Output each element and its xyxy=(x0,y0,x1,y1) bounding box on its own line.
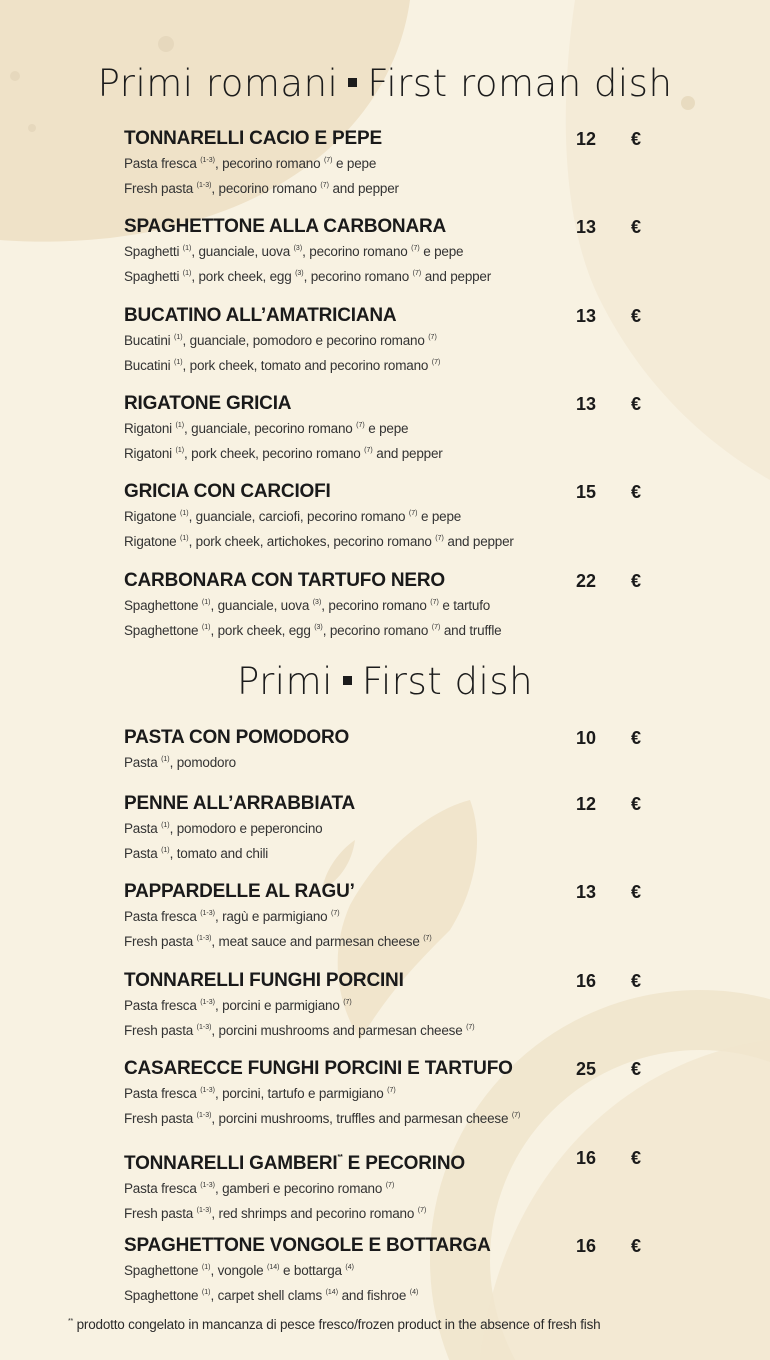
allergen-reference: (1-3) xyxy=(196,182,212,189)
description-text: and fishroe xyxy=(338,1288,410,1303)
menu-item xyxy=(124,393,654,465)
dish-description-it xyxy=(124,992,654,1017)
dish-price: 22 xyxy=(575,571,596,591)
description-text: e pepe xyxy=(332,156,377,171)
menu-item xyxy=(124,481,654,553)
dish-name: GRICIA CON CARCIOFI xyxy=(124,481,331,502)
description-text: , pork cheek, egg xyxy=(191,269,296,284)
description-text: , tomato and chili xyxy=(169,846,269,861)
dish-description-en xyxy=(124,528,654,553)
currency-symbol: € xyxy=(630,306,641,326)
description-text: , gamberi e pecorino romano xyxy=(214,1181,386,1196)
allergen-reference: (1) xyxy=(201,624,211,631)
allergen-reference: (1) xyxy=(180,510,189,517)
allergen-reference: (3) xyxy=(295,270,304,277)
description-text: , pecorino romano xyxy=(214,156,324,171)
description-text: , pork cheek, egg xyxy=(210,623,315,638)
description-text: , pecorino romano xyxy=(322,623,432,638)
description-text: , meat sauce and parmesan cheese xyxy=(211,934,424,949)
dish-description-it xyxy=(124,503,654,528)
description-text: , pomodoro e peperoncino xyxy=(169,821,323,836)
description-text: Spaghetti xyxy=(124,269,183,284)
description-text: , pecorino romano xyxy=(211,181,321,196)
description-text: , pecorino romano xyxy=(302,244,412,259)
dish-description-en xyxy=(124,263,654,288)
currency-symbol: € xyxy=(630,482,641,502)
description-text: Fresh pasta xyxy=(124,1023,197,1038)
allergen-reference: (7) xyxy=(343,999,352,1006)
footnote-mark: ** xyxy=(68,1318,74,1325)
dish-price: 10 xyxy=(575,728,596,748)
menu-item xyxy=(124,216,654,288)
allergen-reference: (1) xyxy=(173,334,183,341)
currency-symbol: € xyxy=(630,129,641,149)
description-text: Pasta fresca xyxy=(124,156,201,171)
menu-item xyxy=(124,727,654,774)
menu-item xyxy=(124,970,654,1042)
description-text: Pasta fresca xyxy=(124,1086,201,1101)
dish-price: 13 xyxy=(575,394,596,414)
description-text: Rigatoni xyxy=(124,421,176,436)
dish-description-it xyxy=(124,815,654,840)
dish-description-it xyxy=(124,592,654,617)
allergen-reference: (1-3) xyxy=(196,1207,212,1214)
dish-description-it xyxy=(124,1257,654,1282)
footnote-text: prodotto congelato in mancanza di pesce fresco/frozen product in the absence of fresh fish xyxy=(73,1317,601,1332)
currency-symbol: € xyxy=(630,971,641,991)
description-text: , pecorino romano xyxy=(303,269,413,284)
allergen-reference: (7) xyxy=(431,624,441,631)
description-text: , pomodoro xyxy=(169,755,236,770)
menu-item xyxy=(124,793,654,865)
description-text: , ragù e parmigiano xyxy=(214,909,332,924)
currency-symbol: € xyxy=(630,217,641,237)
dish-description-it xyxy=(124,415,654,440)
description-text: e tartufo xyxy=(438,598,491,613)
description-text: Pasta fresca xyxy=(124,909,201,924)
allergen-reference: (1) xyxy=(201,1264,211,1271)
dish-price: 15 xyxy=(575,482,596,502)
dish-price: 16 xyxy=(575,1236,596,1256)
dish-description-it xyxy=(124,749,654,774)
allergen-reference: (7) xyxy=(417,1207,427,1214)
section-title-left: Primi xyxy=(236,660,333,703)
allergen-reference: (7) xyxy=(431,359,441,366)
allergen-reference: (3) xyxy=(312,599,322,606)
description-text: Pasta xyxy=(124,846,162,861)
allergen-reference: (1-3) xyxy=(200,1087,215,1094)
allergen-reference: (7) xyxy=(435,535,444,542)
dish-price: 12 xyxy=(575,794,596,814)
description-text: Pasta xyxy=(124,755,162,770)
allergen-reference: (7) xyxy=(428,334,437,341)
dish-name: TONNARELLI CACIO E PEPE xyxy=(124,128,382,149)
allergen-reference: (7) xyxy=(423,935,432,942)
description-text: Spaghettone xyxy=(124,598,202,613)
allergen-reference: (7) xyxy=(411,245,420,252)
allergen-reference: (7) xyxy=(331,910,340,917)
allergen-reference: (1) xyxy=(161,822,170,829)
description-text: , porcini mushrooms, truffles and parmesan cheese xyxy=(211,1111,512,1126)
allergen-reference: (1-3) xyxy=(196,1024,212,1031)
menu-item xyxy=(124,1147,654,1225)
description-text: , pecorino romano xyxy=(321,598,431,613)
allergen-reference: (1) xyxy=(175,422,185,429)
dish-description-it xyxy=(124,903,654,928)
description-text: and pepper xyxy=(443,534,514,549)
description-text: Spaghettone xyxy=(124,623,202,638)
allergen-reference: (1) xyxy=(201,599,211,606)
description-text: Rigatoni xyxy=(124,446,176,461)
allergen-reference: (1-3) xyxy=(200,910,215,917)
allergen-reference: (3) xyxy=(293,245,303,252)
dish-description-en xyxy=(124,617,654,642)
dish-name: PENNE ALL’ARRABBIATA xyxy=(124,793,356,814)
allergen-reference: (1) xyxy=(173,359,183,366)
allergen-reference: (1) xyxy=(182,245,192,252)
dish-description-en xyxy=(124,840,654,865)
section-title-primi-romani xyxy=(0,62,770,105)
allergen-reference: (7) xyxy=(320,182,329,189)
dish-description-en xyxy=(124,1105,654,1130)
section-title-right: First roman dish xyxy=(367,62,673,105)
allergen-reference: (1) xyxy=(161,847,170,854)
currency-symbol: € xyxy=(630,394,641,414)
description-text: Fresh pasta xyxy=(124,1111,197,1126)
currency-symbol: € xyxy=(630,1236,641,1256)
allergen-reference: (7) xyxy=(511,1112,521,1119)
description-text: , pork cheek, tomato and pecorino romano xyxy=(182,358,432,373)
description-text: e pepe xyxy=(417,509,462,524)
description-text: Pasta fresca xyxy=(124,998,201,1013)
description-text: Fresh pasta xyxy=(124,934,197,949)
dish-name: BUCATINO ALL’AMATRICIANA xyxy=(124,305,397,326)
description-text: , vongole xyxy=(210,1263,268,1278)
currency-symbol: € xyxy=(630,728,641,748)
description-text: Rigatone xyxy=(124,534,180,549)
description-text: , porcini, tartufo e parmigiano xyxy=(214,1086,388,1101)
dish-description-it xyxy=(124,1080,654,1105)
dish-price: 13 xyxy=(575,882,596,902)
section-title-right: First dish xyxy=(361,660,534,703)
description-text: e pepe xyxy=(364,421,409,436)
dish-description-en xyxy=(124,352,654,377)
allergen-reference: (14) xyxy=(267,1264,280,1271)
dish-description-en xyxy=(124,440,654,465)
title-separator xyxy=(343,676,352,685)
menu-item xyxy=(124,128,654,200)
allergen-reference: (7) xyxy=(323,157,333,164)
description-text: Spaghettone xyxy=(124,1288,202,1303)
dish-name-main: TONNARELLI GAMBERI xyxy=(124,1153,338,1174)
dish-name: TONNARELLI FUNGHI PORCINI xyxy=(124,970,404,991)
description-text: Pasta xyxy=(124,821,162,836)
allergen-reference: (1) xyxy=(161,756,170,763)
description-text: , red shrimps and pecorino romano xyxy=(211,1206,418,1221)
description-text: and truffle xyxy=(440,623,502,638)
description-text: Bucatini xyxy=(124,358,174,373)
description-text: , porcini mushrooms and parmesan cheese xyxy=(211,1023,467,1038)
description-text: and pepper xyxy=(421,269,492,284)
dish-description-en xyxy=(124,928,654,953)
allergen-reference: (7) xyxy=(356,422,365,429)
description-text: and pepper xyxy=(372,446,443,461)
allergen-reference: (7) xyxy=(387,1087,396,1094)
dish-name: CASARECCE FUNGHI PORCINI E TARTUFO xyxy=(124,1058,513,1079)
dish-description-en xyxy=(124,1282,654,1307)
section-title-primi xyxy=(0,660,770,703)
dish-name: RIGATONE GRICIA xyxy=(124,393,292,414)
allergen-reference: (7) xyxy=(466,1024,475,1031)
description-text: , guanciale, pomodoro e pecorino romano xyxy=(182,333,429,348)
allergen-reference: (7) xyxy=(430,599,439,606)
frozen-mark: ** xyxy=(337,1154,343,1161)
dish-description-en xyxy=(124,1200,654,1225)
description-text: Bucatini xyxy=(124,333,174,348)
allergen-reference: (7) xyxy=(408,510,418,517)
allergen-reference: (7) xyxy=(412,270,422,277)
currency-symbol: € xyxy=(630,1148,641,1168)
dish-name: SPAGHETTONE ALLA CARBONARA xyxy=(124,216,447,237)
description-text: , guanciale, uova xyxy=(191,244,294,259)
menu-item xyxy=(124,305,654,377)
dish-name: SPAGHETTONE VONGOLE E BOTTARGA xyxy=(124,1235,491,1256)
allergen-reference: (7) xyxy=(385,1182,395,1189)
dish-price: 13 xyxy=(575,217,596,237)
menu-item xyxy=(124,881,654,953)
description-text: , guanciale, carciofi, pecorino romano xyxy=(188,509,409,524)
menu-item xyxy=(124,570,654,642)
description-text: , guanciale, uova xyxy=(210,598,313,613)
footnote xyxy=(68,1317,748,1332)
description-text: e pepe xyxy=(419,244,464,259)
allergen-reference: (1) xyxy=(175,447,185,454)
allergen-reference: (1-3) xyxy=(200,1182,215,1189)
description-text: Rigatone xyxy=(124,509,180,524)
menu-item xyxy=(124,1058,654,1130)
currency-symbol: € xyxy=(630,794,641,814)
dish-description-it xyxy=(124,1175,654,1200)
allergen-reference: (1) xyxy=(182,270,192,277)
dish-name: PAPPARDELLE AL RAGU’ xyxy=(124,881,355,902)
dish-price: 16 xyxy=(575,971,596,991)
allergen-reference: (1-3) xyxy=(196,1112,212,1119)
dish-description-it xyxy=(124,238,654,263)
dish-price: 25 xyxy=(575,1059,596,1079)
title-separator xyxy=(348,78,357,87)
currency-symbol: € xyxy=(630,571,641,591)
description-text: Spaghetti xyxy=(124,244,183,259)
description-text: Fresh pasta xyxy=(124,181,197,196)
allergen-reference: (1-3) xyxy=(200,999,215,1006)
description-text: , pork cheek, pecorino romano xyxy=(184,446,365,461)
dish-description-it xyxy=(124,327,654,352)
currency-symbol: € xyxy=(630,1059,641,1079)
description-text: Spaghettone xyxy=(124,1263,202,1278)
description-text: e bottarga xyxy=(279,1263,346,1278)
dish-price: 16 xyxy=(575,1148,596,1168)
dish-description-it xyxy=(124,150,654,175)
description-text: , porcini e parmigiano xyxy=(214,998,344,1013)
allergen-reference: (1) xyxy=(180,535,189,542)
allergen-reference: (1-3) xyxy=(200,157,215,164)
allergen-reference: (4) xyxy=(409,1289,419,1296)
dish-name: CARBONARA CON TARTUFO NERO xyxy=(124,570,445,591)
description-text: , guanciale, pecorino romano xyxy=(184,421,357,436)
dish-name-rest: E PECORINO xyxy=(342,1153,465,1174)
description-text: Pasta fresca xyxy=(124,1181,201,1196)
dish-name xyxy=(124,1147,654,1175)
dish-name: PASTA CON POMODORO xyxy=(124,727,350,748)
description-text: , pork cheek, artichokes, pecorino romano xyxy=(188,534,436,549)
dish-price: 12 xyxy=(575,129,596,149)
currency-symbol: € xyxy=(630,882,641,902)
allergen-reference: (4) xyxy=(345,1264,354,1271)
allergen-reference: (14) xyxy=(325,1289,339,1296)
description-text: and pepper xyxy=(328,181,399,196)
allergen-reference: (7) xyxy=(364,447,373,454)
menu-item xyxy=(124,1235,654,1307)
allergen-reference: (1) xyxy=(201,1289,211,1296)
section-title-left: Primi romani xyxy=(97,62,339,105)
allergen-reference: (3) xyxy=(314,624,323,631)
allergen-reference: (1-3) xyxy=(196,935,212,942)
description-text: , carpet shell clams xyxy=(210,1288,326,1303)
dish-description-en xyxy=(124,1017,654,1042)
dish-price: 13 xyxy=(575,306,596,326)
description-text: Fresh pasta xyxy=(124,1206,197,1221)
dish-description-en xyxy=(124,175,654,200)
